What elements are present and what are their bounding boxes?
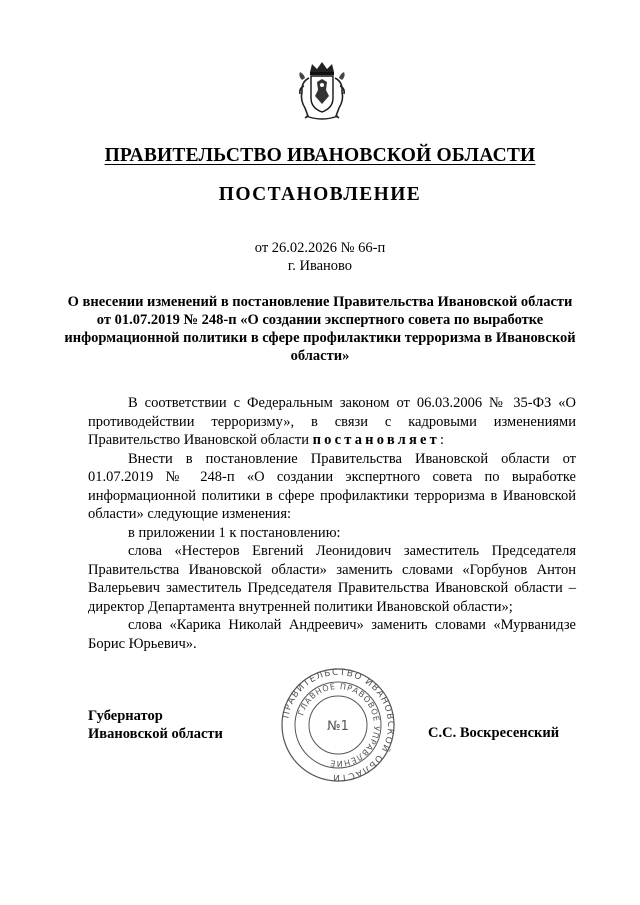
document-type: ПОСТАНОВЛЕНИЕ: [218, 184, 422, 205]
document-body: [88, 394, 576, 653]
seal-inner-text: ГЛАВНОЕ ПРАВОВОЕ УПРАВЛЕНИЕ: [296, 681, 382, 769]
official-seal-stamp: [280, 667, 396, 783]
paragraph-3: в приложении 1 к постановлению:: [128, 524, 341, 541]
signer-position-line-2: Ивановской области: [88, 726, 223, 742]
paragraph-1-end: :: [440, 432, 445, 448]
coat-of-arms-icon: [296, 60, 348, 122]
signer-name: С.С. Воскресенский: [428, 725, 560, 741]
resolution-word: постановляет: [312, 432, 441, 448]
document-city: г. Иваново: [287, 258, 353, 274]
government-title: ПРАВИТЕЛЬСТВО ИВАНОВСКОЙ ОБЛАСТИ: [104, 145, 536, 166]
seal-number: №1: [327, 719, 349, 734]
paragraph-5: слова «Карика Николай Андреевич» заменить словами «Мурванидзе Борис Юрьевич».: [88, 617, 576, 652]
signer-position: [88, 707, 223, 743]
paragraph-1-text: В соответствии с Федеральным законом от 06.03.2006 № 35-ФЗ «О противодействии терроризму», в связи с кадровыми изменениями Правительство Ивановской области: [88, 395, 576, 448]
document-date-number: от 26.02.2026 № 66-п: [254, 240, 386, 256]
paragraph-1: [88, 394, 576, 450]
paragraph-2: Внести в постановление Правительства Ивановской области от 01.07.2019 № 248-п «О создании экспертного совета по выработке информационной политики в сфере профилактики терроризма в Ивановской области» следующие изменения:: [88, 450, 576, 522]
document-subject: О внесении изменений в постановление Правительства Ивановской области от 01.07.2019 № 248-п «О создании экспертного совета по выработке информационной политики в сфере профилактики терроризма в Ивановской области»: [64, 294, 576, 364]
paragraph-4: слова «Нестеров Евгений Леонидович заместитель Председателя Правительства Ивановской области» заменить словами «Горбунов Антон Валерьевич заместитель Председателя Правительства Ивановской области – директор Департамента внутренней политики Ивановской области»;: [88, 543, 576, 615]
seal-outer-text: ПРАВИТЕЛЬСТВО ИВАНОВСКОЙ ОБЛАСТИ: [281, 667, 396, 783]
signer-position-line-1: Губернатор: [88, 708, 163, 724]
